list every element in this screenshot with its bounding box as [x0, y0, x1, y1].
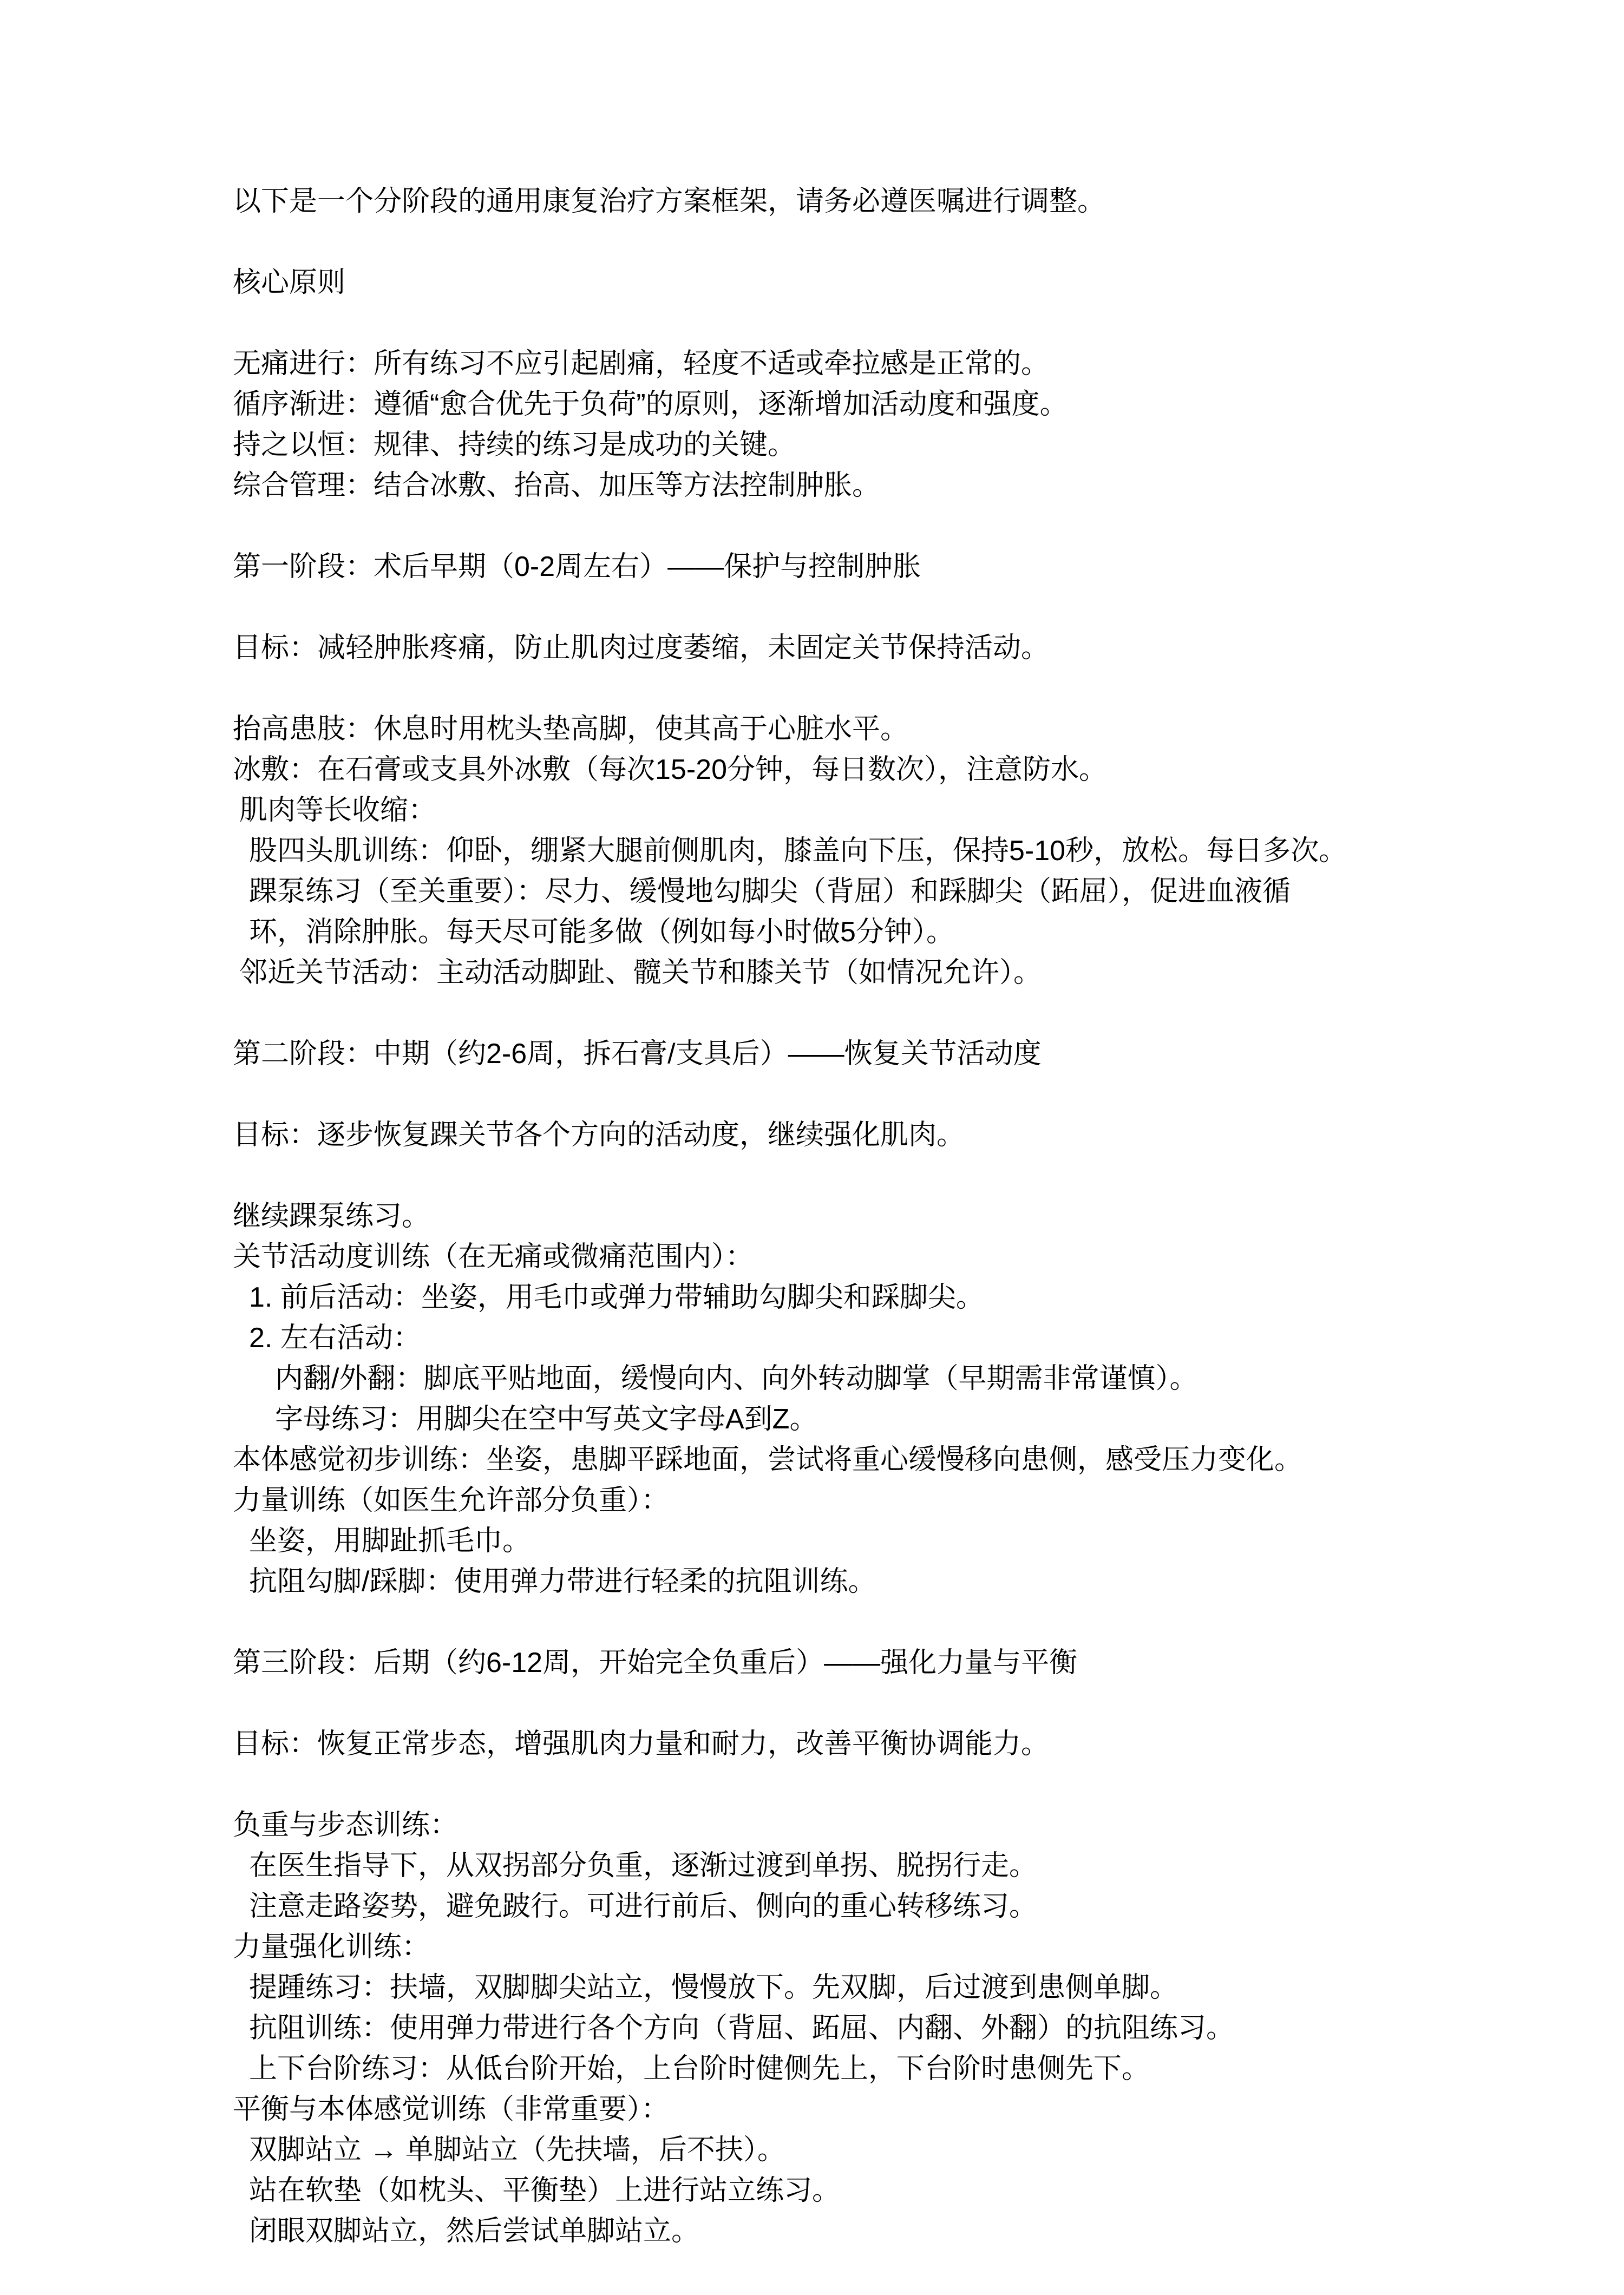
- spacer: [233, 1602, 1445, 1643]
- spacer: [233, 222, 1445, 263]
- stage3-heading: 第三阶段：后期（约6-12周，开始完全负重后）——强化力量与平衡: [233, 1647, 1078, 1678]
- spacer: [233, 303, 1445, 344]
- stage2-item: 力量训练（如医生允许部分负重）：: [233, 1485, 670, 1516]
- spacer: [233, 1074, 1445, 1115]
- core-principle-item: 循序渐进：遵循“愈合优先于负荷”的原则，逐渐增加活动度和强度。: [233, 389, 1068, 420]
- stage2-subitem: 字母练习：用脚尖在空中写英文字母A到Z。: [275, 1404, 818, 1435]
- stage3-subitem: 注意走路姿势，避免跛行。可进行前后、侧向的重心转移练习。: [249, 1891, 1038, 1922]
- stage1-goal: 目标：减轻肿胀疼痛，防止肌肉过度萎缩，未固定关节保持活动。: [233, 632, 1050, 664]
- core-principle-item: 持之以恒：规律、持续的练习是成功的关键。: [233, 429, 796, 461]
- stage1-subitem: 踝泵练习（至关重要）：尽力、缓慢地勾脚尖（背屈）和踩脚尖（跖屈），促进血液循: [249, 876, 1291, 907]
- core-principle-item: 综合管理：结合冰敷、抬高、加压等方法控制肿胀。: [233, 470, 881, 501]
- stage2-item: 关节活动度训练（在无痛或微痛范围内）：: [233, 1241, 754, 1273]
- stage2-subitem: 坐姿，用脚趾抓毛巾。: [249, 1525, 531, 1557]
- spacer: [233, 587, 1445, 628]
- stage3-subitem: 站在软垫（如枕头、平衡垫）上进行站立练习。: [249, 2175, 841, 2206]
- intro-text: 以下是一个分阶段的通用康复治疗方案框架，请务必遵医嘱进行调整。: [233, 186, 1106, 217]
- stage2-heading: 第二阶段：中期（约2-6周，拆石膏/支具后）——恢复关节活动度: [233, 1038, 1042, 1070]
- spacer: [233, 1765, 1445, 1805]
- stage1-item: 冰敷：在石膏或支具外冰敷（每次15-20分钟，每日数次），注意防水。: [233, 754, 1107, 785]
- stage2-numbered-item: 1. 前后活动：坐姿，用毛巾或弹力带辅助勾脚尖和踩脚尖。: [249, 1282, 984, 1313]
- stage1-item: 肌肉等长收缩：: [239, 795, 437, 826]
- document-body: [233, 181, 1445, 2252]
- stage2-item: 继续踝泵练习。: [233, 1201, 430, 1232]
- stage2-numbered-item: 2. 左右活动：: [249, 1322, 421, 1354]
- spacer: [233, 1156, 1445, 1196]
- stage3-subitem: 提踵练习：扶墙，双脚脚尖站立，慢慢放下。先双脚，后过渡到患侧单脚。: [249, 1972, 1178, 2003]
- stage1-subitem: 股四头肌训练：仰卧，绷紧大腿前侧肌肉，膝盖向下压，保持5-10秒，放松。每日多次。: [249, 835, 1347, 867]
- stage2-subitem: 内翻/外翻：脚底平贴地面，缓慢向内、向外转动脚掌（早期需非常谨慎）。: [275, 1363, 1198, 1394]
- stage1-heading: 第一阶段：术后早期（0-2周左右）——保护与控制肿胀: [233, 551, 921, 582]
- spacer: [233, 993, 1445, 1034]
- stage1-subitem-continuation: 环，消除肿胀。每天尽可能多做（例如每小时做5分钟）。: [249, 916, 954, 948]
- stage3-item: 负重与步态训练：: [233, 1809, 459, 1841]
- stage3-subitem: 闭眼双脚站立，然后尝试单脚站立。: [249, 2215, 700, 2247]
- core-principle-item: 无痛进行：所有练习不应引起剧痛，轻度不适或牵拉感是正常的。: [233, 348, 1050, 379]
- spacer: [233, 506, 1445, 547]
- stage3-item: 力量强化训练：: [233, 1931, 430, 1963]
- stage1-item: 抬高患肢：休息时用枕头垫高脚，使其高于心脏水平。: [233, 713, 909, 745]
- spacer: [233, 668, 1445, 709]
- stage1-item: 邻近关节活动：主动活动脚趾、髋关节和膝关节（如情况允许）。: [239, 957, 1042, 988]
- stage3-subitem: 抗阻训练：使用弹力带进行各个方向（背屈、跖屈、内翻、外翻）的抗阻练习。: [249, 2012, 1235, 2044]
- stage3-subitem: 在医生指导下，从双拐部分负重，逐渐过渡到单拐、脱拐行走。: [249, 1850, 1038, 1881]
- core-principles-heading: 核心原则: [233, 267, 346, 298]
- stage3-subitem: 上下台阶练习：从低台阶开始，上台阶时健侧先上，下台阶时患侧先下。: [249, 2053, 1150, 2084]
- spacer: [233, 1683, 1445, 1724]
- stage3-item: 平衡与本体感觉训练（非常重要）：: [233, 2094, 670, 2125]
- stage3-goal: 目标：恢复正常步态，增强肌肉力量和耐力，改善平衡协调能力。: [233, 1728, 1050, 1760]
- stage2-subitem: 抗阻勾脚/踩脚：使用弹力带进行轻柔的抗阻训练。: [249, 1566, 876, 1597]
- stage3-subitem: 双脚站立 → 单脚站立（先扶墙，后不扶）。: [249, 2134, 785, 2166]
- stage2-goal: 目标：逐步恢复踝关节各个方向的活动度，继续强化肌肉。: [233, 1119, 965, 1151]
- stage2-item: 本体感觉初步训练：坐姿，患脚平踩地面，尝试将重心缓慢移向患侧，感受压力变化。: [233, 1444, 1303, 1476]
